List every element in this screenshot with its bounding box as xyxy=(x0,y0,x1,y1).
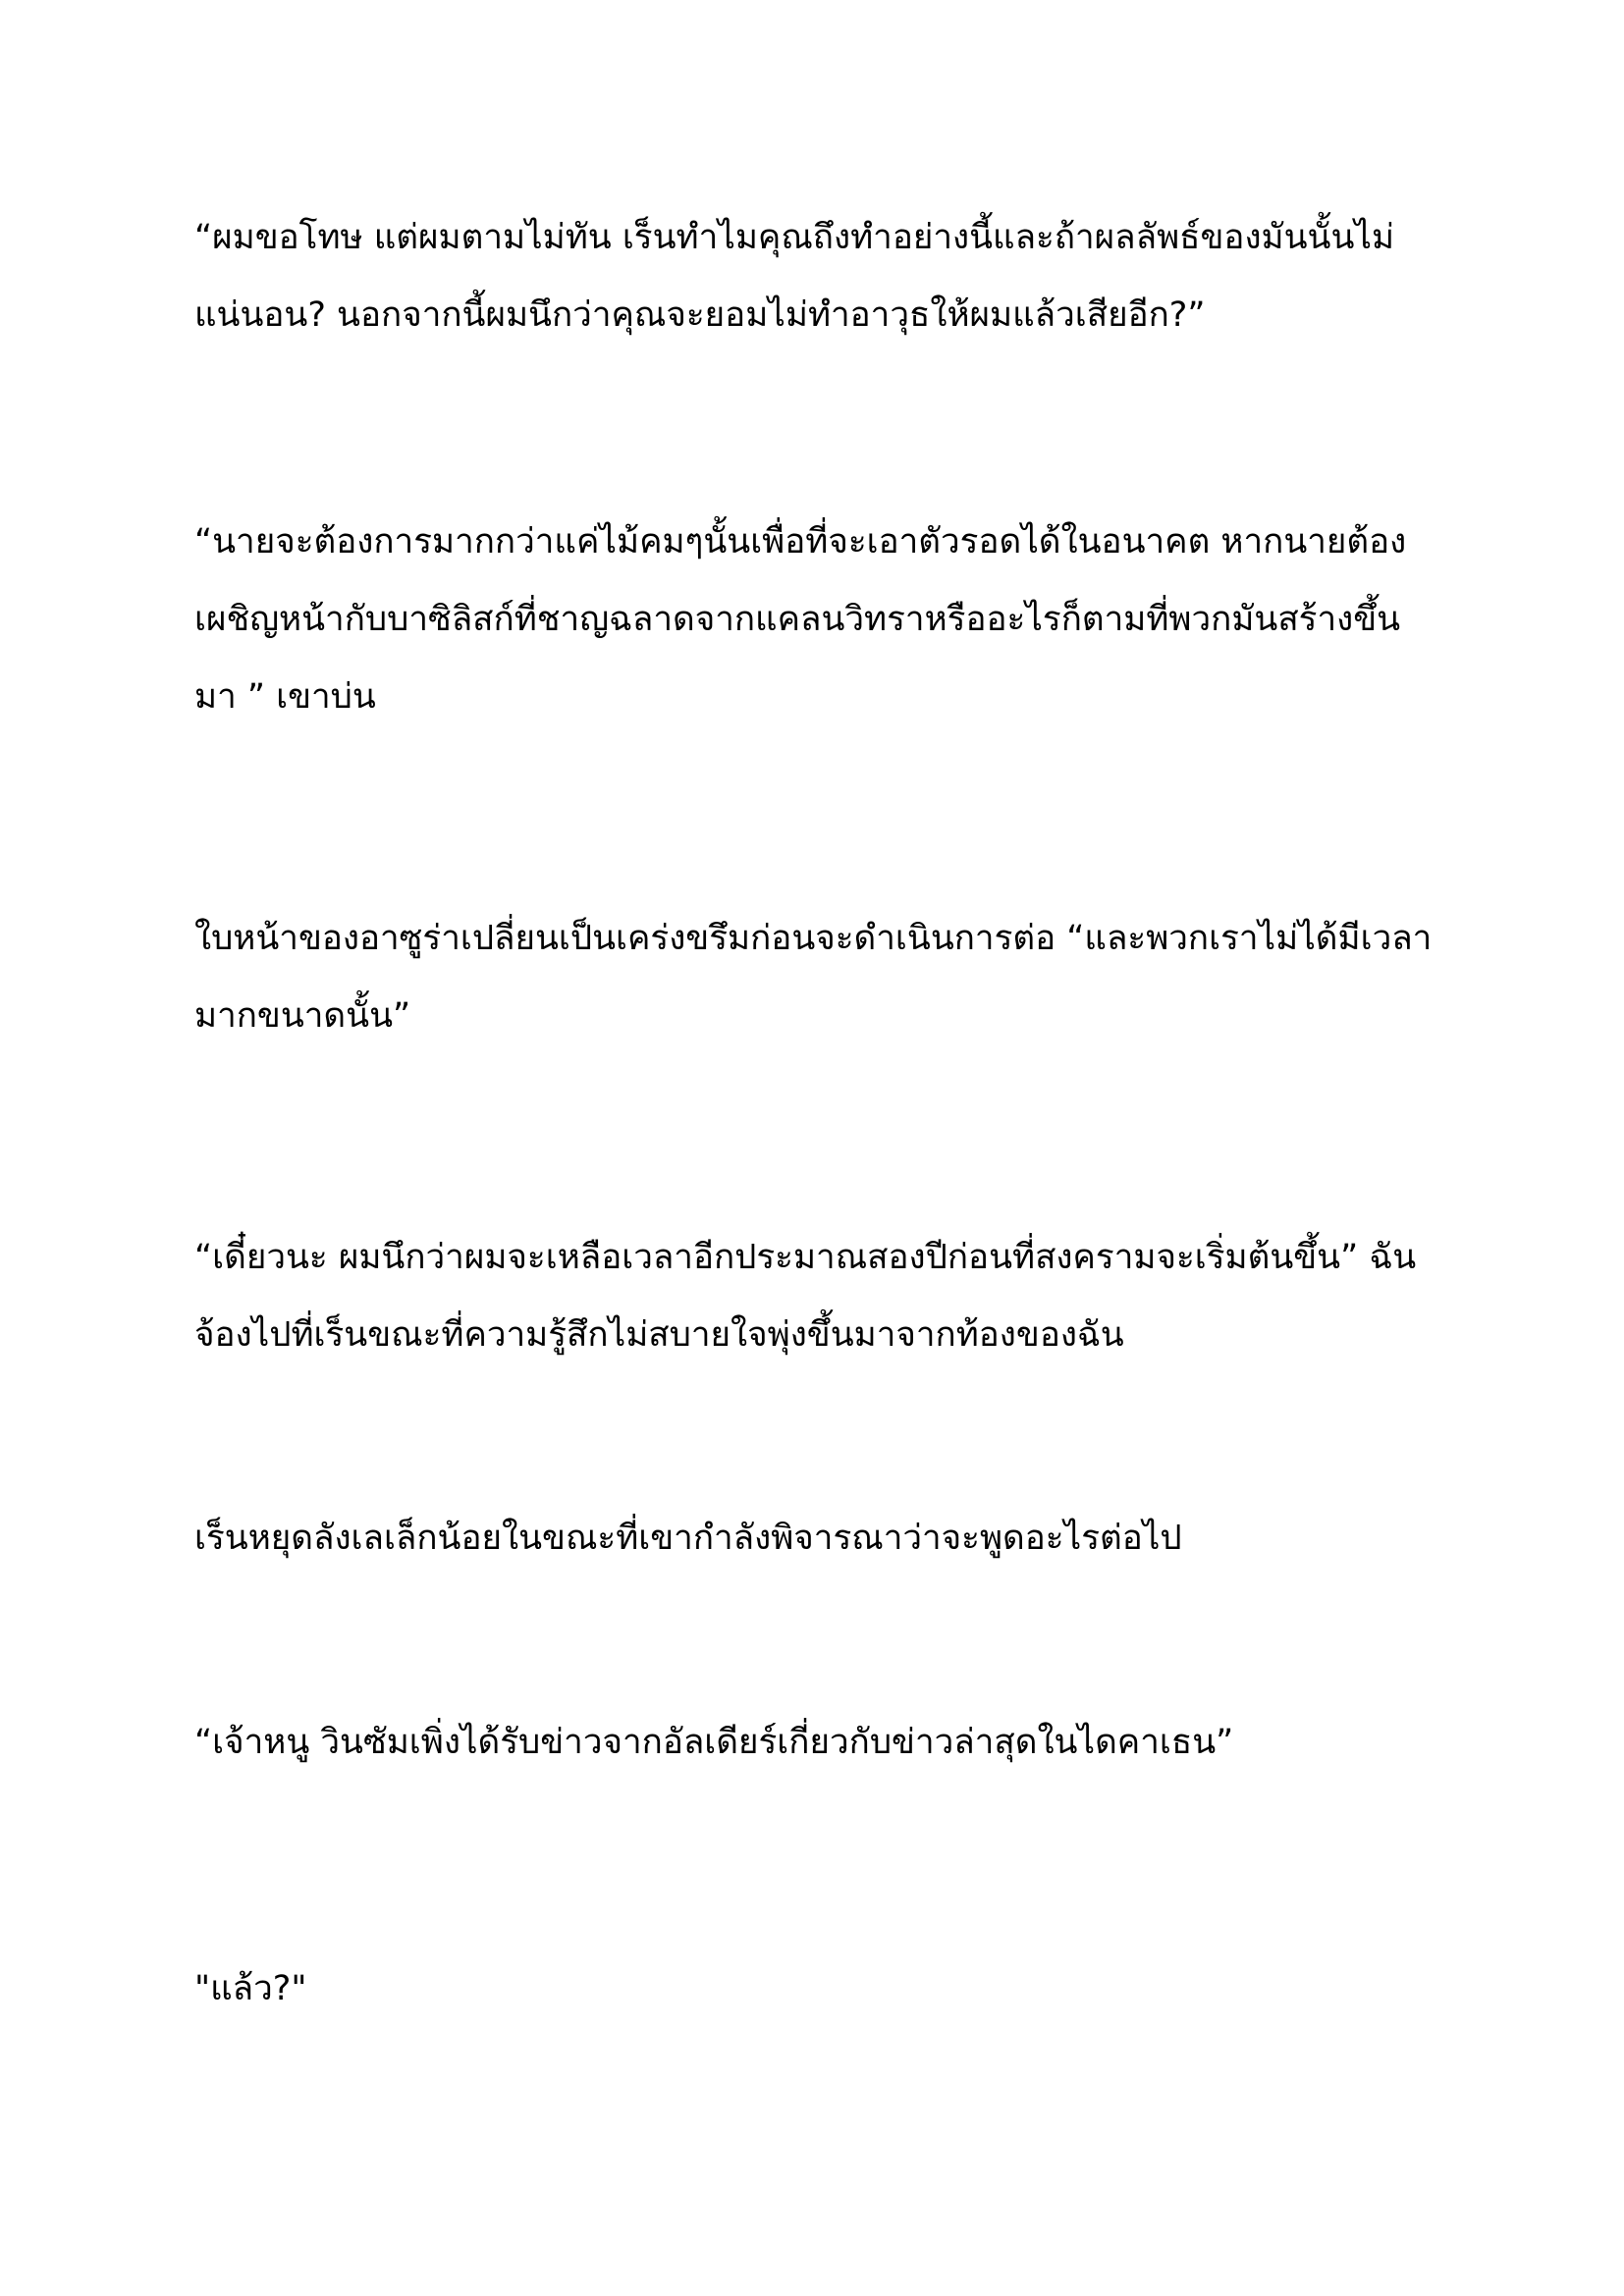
paragraph-and-then: "แล้ว?" xyxy=(194,1969,307,2008)
paragraph-azura-serious: ใบหน้าของอาซูร่าเปลี่ยนเป็นเคร่งขรึมก่อนจะดำเนินการต่อ “และพวกเราไม่ได้มีเวลามากขนาดนั้น” xyxy=(194,919,1433,1036)
paragraph-news-dicathen: “เจ้าหนู วินซัมเพิ่งได้รับข่าวจากอัลเดียร์เกี่ยวกับข่าวล่าสุดในไดคาเธน” xyxy=(194,1723,1234,1762)
paragraph-ren-hesitates: เร็นหยุดลังเลเล็กน้อยในขณะที่เขากำลังพิจารณาว่าจะพูดอะไรต่อไป xyxy=(194,1519,1182,1558)
paragraph-apology-question: “ผมขอโทษ แต่ผมตามไม่ทัน เร็นทำไมคุณถึงทำอย่างนี้และถ้าผลลัพธ์ของมันนั้นไม่แน่นอน? นอกจากนี้ผมนึกว่าคุณจะยอมไม่ทำอาวุธให้ผมแล้วเสียอีก?” xyxy=(194,218,1395,335)
paragraph-basilisk-warning: “นายจะต้องการมากกว่าแค่ไม้คมๆนั้นเพื่อที่จะเอาตัวรอดได้ในอนาคต หากนายต้องเผชิญหน้ากับบาซิลิสก์ที่ชาญฉลาดจากแคลนวิทราหรืออะไรก็ตามที่พวกมันสร้างขึ้นมา ” เขาบ่น xyxy=(194,522,1407,717)
paragraph-war-timeline: “เดี๋ยวนะ ผมนึกว่าผมจะเหลือเวลาอีกประมาณสองปีก่อนที่สงครามจะเริ่มต้นขึ้น” ฉันจ้องไปที่เร็นขณะที่ความรู้สึกไม่สบายใจพุ่งขึ้นมาจากท้องของฉัน xyxy=(194,1238,1417,1355)
